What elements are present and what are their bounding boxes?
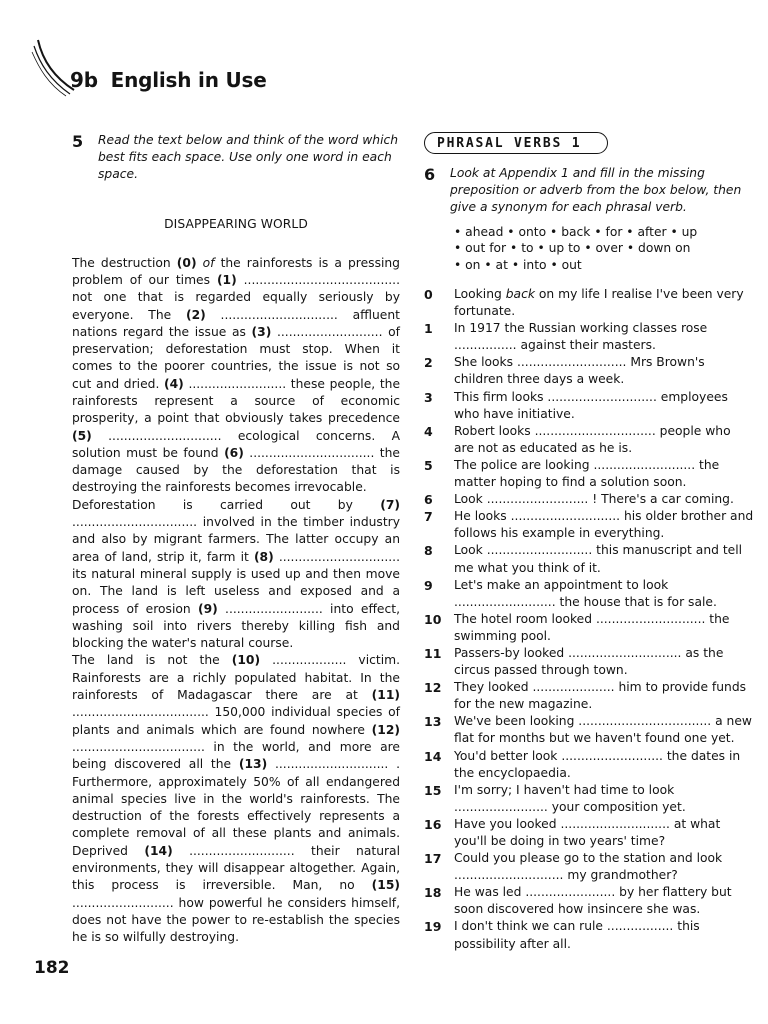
item-text: They looked ..................... him to provide funds for the new magazine. xyxy=(454,680,747,712)
list-item xyxy=(424,645,754,679)
exercise-6-instruction: Look at Appendix 1 and fill in the missing preposition or adverb from the box below, then give a synonym for each phrasal verb. xyxy=(450,166,742,215)
word-box-line: • ahead • onto • back • for • after • up xyxy=(454,224,698,239)
section-title-phrasal-verbs: PHRASAL VERBS 1 xyxy=(424,132,608,154)
list-item xyxy=(424,748,754,782)
word-box-line: • out for • to • up to • over • down on xyxy=(454,241,691,256)
item-number: 9 xyxy=(424,577,433,593)
list-item xyxy=(424,286,754,320)
item-number: 11 xyxy=(424,645,442,661)
list-item xyxy=(424,354,754,388)
item-number: 10 xyxy=(424,611,442,627)
item-text: I'm sorry; I haven't had time to look ........................ your composition yet. xyxy=(454,782,686,814)
exercise-6-header xyxy=(424,165,754,217)
item-number: 15 xyxy=(424,782,442,798)
page-number: 182 xyxy=(34,958,70,978)
list-item xyxy=(424,389,754,423)
item-text: The hotel room looked ............................ the swimming pool. xyxy=(454,611,730,643)
list-item xyxy=(424,423,754,457)
item-number: 6 xyxy=(424,492,433,508)
item-number: 14 xyxy=(424,748,442,764)
list-item xyxy=(424,577,754,611)
item-text: She looks ............................ Mrs Brown's children three days a week. xyxy=(454,355,705,387)
word-box xyxy=(454,224,754,274)
item-number: 8 xyxy=(424,543,433,559)
unit-heading: English in Use xyxy=(110,68,267,92)
item-number: 0 xyxy=(424,287,433,302)
item-text: Look ........................... this manuscript and tell me what you think of it. xyxy=(454,543,743,575)
text-title: DISAPPEARING WORLD xyxy=(164,216,308,231)
list-item xyxy=(424,884,754,918)
item-text: Looking back on my life I realise I've been very fortunate. xyxy=(454,287,744,319)
item-text: In 1917 the Russian working classes rose ................ against their masters. xyxy=(454,321,708,353)
text-paragraph: Deforestation is carried out by (7) ................................ involved in the timber industry and also by migrant farmers. The latter occupy an area of land, strip it, farm it (8) ............................... its natural mineral supply is used up and then move on. The land is left useless and exposed and a process of erosion (9) ......................... into effect, washing soil into rivers thereby killing fish and blocking the water's natural course. xyxy=(72,497,400,651)
item-text: Robert looks ............................... people who are not as educated as he is. xyxy=(454,423,731,455)
item-text: He was led ....................... by her flattery but soon discovered how insincere she was. xyxy=(454,885,732,917)
list-item xyxy=(424,542,754,576)
list-item xyxy=(424,611,754,645)
list-item xyxy=(424,918,754,952)
list-item xyxy=(424,850,754,884)
item-text: You'd better look .......................... the dates in the encyclopaedia. xyxy=(454,748,741,780)
unit-number: 9b xyxy=(70,68,98,92)
exercise-5-instruction: Read the text below and think of the word which best fits each space. Use only one word in each space. xyxy=(98,133,399,182)
list-item xyxy=(424,508,754,542)
item-text: Let's make an appointment to look .......................... the house that is for sale. xyxy=(454,577,717,609)
unit-title xyxy=(70,68,267,92)
list-item xyxy=(424,320,754,354)
item-number: 5 xyxy=(424,457,433,473)
exercise-6-number: 6 xyxy=(424,165,436,184)
item-number: 17 xyxy=(424,851,442,867)
list-item xyxy=(424,816,754,850)
exercise-6-items xyxy=(424,286,754,953)
item-number: 3 xyxy=(424,389,433,405)
item-number: 12 xyxy=(424,680,442,696)
exercise-5 xyxy=(72,132,400,946)
item-text: Passers-by looked ............................. as the circus passed through town. xyxy=(454,645,724,678)
item-number: 19 xyxy=(424,919,442,935)
list-item xyxy=(424,713,754,747)
cloze-text xyxy=(72,255,400,947)
exercise-5-header xyxy=(72,132,400,184)
list-item xyxy=(424,457,754,491)
item-text: Look .......................... ! There's a car coming. xyxy=(454,492,734,507)
list-item xyxy=(424,491,754,508)
item-number: 1 xyxy=(424,321,433,337)
item-text: I don't think we can rule ................. this possibility after all. xyxy=(454,919,700,951)
item-number: 18 xyxy=(424,885,442,901)
item-text: He looks ............................ his older brother and follows his example in everything. xyxy=(454,509,754,541)
item-number: 13 xyxy=(424,714,442,730)
exercise-6 xyxy=(424,132,754,953)
exercise-5-number: 5 xyxy=(72,132,84,151)
word-box-line: • on • at • into • out xyxy=(454,258,582,273)
text-paragraph: The destruction (0) of the rainforests is a pressing problem of our times (1) ........................................ not one that is regarded equally seriously by everyone. The (2) .............................. affluent nations regard the issue as (3) ........................... of preservation; deforestation must stop. When it comes to the poorer countries, the issue is not so cut and dried. (4) ......................... these people, the rainforests represent a source of economic prosperity, a point that obviously takes precedence (5) ............................. ecological concerns. A solution must be found (6) ................................ the damage caused by the deforestation that is destroying the rainforests becomes irrevocable. xyxy=(72,255,401,495)
item-number: 16 xyxy=(424,816,442,832)
text-paragraph: The land is not the (10) ................... victim. Rainforests are a richly populated habitat. In the rainforests of Madagascar there are at (11) ................................... 150,000 individual species of plants and animals which are found nowhere (12) .................................. in the world, and more are being discovered all the (13) ............................. . Furthermore, approximately 50% of all endangered animal species live in the world's rainforests. The destruction of the forests effectively represents a complete removal of all these plants and animals. Deprived (14) ........................... their natural environments, they will disappear altogether. Again, this process is irreversible. Man, no (15) .......................... how powerful he considers himself, does not have the power to re-establish the species he is so wilfully destroying. xyxy=(72,653,401,945)
list-item xyxy=(424,679,754,713)
list-item xyxy=(424,782,754,816)
item-number: 4 xyxy=(424,423,433,439)
item-number: 2 xyxy=(424,355,433,371)
item-text: Could you please go to the station and look ............................ my grandmother? xyxy=(454,851,723,883)
item-text: The police are looking .......................... the matter hoping to find a solution soon. xyxy=(454,457,720,490)
item-text: We've been looking .................................. a new flat for months but we haven't found one yet. xyxy=(454,714,752,746)
item-text: Have you looked ............................ at what you'll be doing in two years' time? xyxy=(454,816,721,848)
item-text: This firm looks ............................ employees who have initiative. xyxy=(454,389,728,421)
item-number: 7 xyxy=(424,509,433,525)
